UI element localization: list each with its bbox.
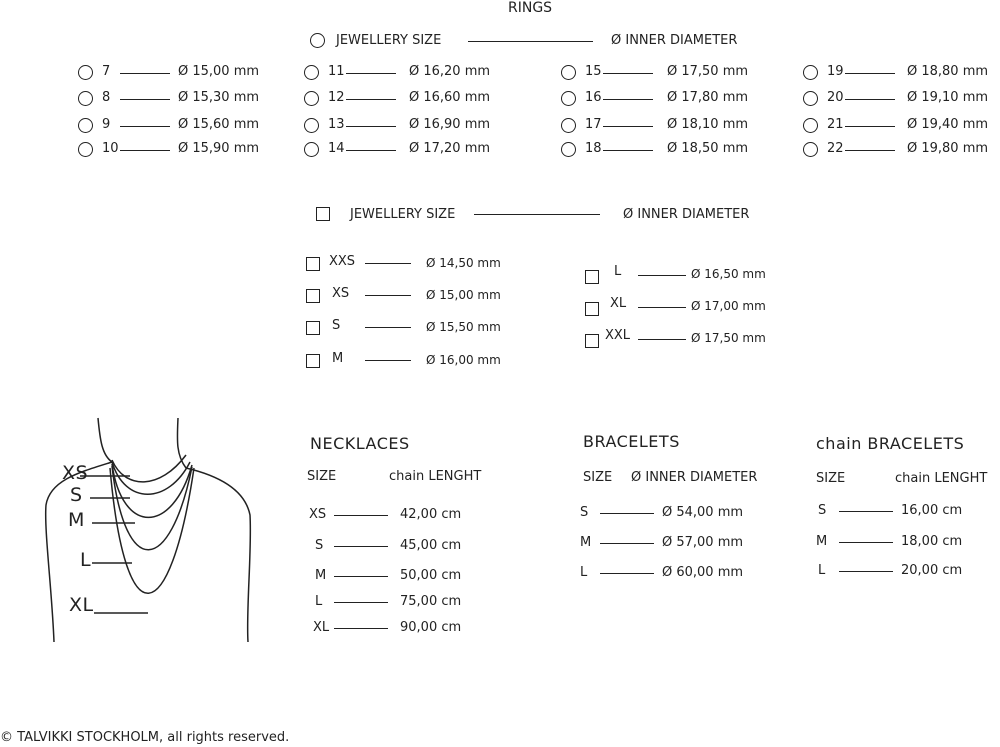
neck-left-line	[98, 418, 112, 462]
ring-size-radio[interactable]	[304, 142, 319, 157]
ring-size-radio[interactable]	[803, 118, 818, 133]
letter-header-diameter: Ø INNER DIAMETER	[623, 207, 750, 222]
bracelet-size-label: S	[580, 505, 589, 520]
necklace-length-value: 42,00 cm	[400, 507, 462, 522]
ring-size-label: 16	[585, 90, 602, 105]
ring-diameter-value: Ø 15,90 mm	[178, 141, 260, 156]
necklace-size-label: L	[315, 594, 323, 609]
ring-size-radio[interactable]	[78, 142, 93, 157]
letter-size-label: XS	[332, 286, 350, 301]
letter-row-line	[365, 263, 411, 264]
ring-row-line	[845, 99, 895, 100]
ring-size-label: 18	[585, 141, 602, 156]
header-divider-line	[468, 41, 593, 42]
ring-row-line	[603, 73, 653, 74]
bracelets-title: BRACELETS	[583, 432, 680, 451]
ring-row-line	[845, 150, 895, 151]
letter-diameter-value: Ø 16,00 mm	[426, 353, 501, 367]
rings-title: RINGS	[508, 0, 553, 16]
ring-row-line	[845, 126, 895, 127]
letter-size-label: XL	[610, 296, 627, 311]
ring-row-line	[603, 99, 653, 100]
necklace-s	[112, 462, 190, 494]
ring-size-label: 14	[328, 141, 345, 156]
bracelet-diameter-value: Ø 57,00 mm	[662, 535, 744, 550]
chain-bracelet-row-line	[839, 542, 893, 543]
necklace-length-value: 75,00 cm	[400, 594, 462, 609]
letter-diameter-value: Ø 17,00 mm	[691, 299, 766, 313]
chain-bracelet-length-value: 20,00 cm	[901, 563, 963, 578]
letter-header-divider	[474, 214, 600, 215]
ring-diameter-value: Ø 19,10 mm	[907, 90, 989, 105]
necklace-row-line	[334, 602, 388, 603]
necklace-xl	[110, 468, 194, 593]
bracelet-diameter-value: Ø 54,00 mm	[662, 505, 744, 520]
ring-size-radio[interactable]	[78, 118, 93, 133]
bracelet-row-line	[600, 543, 654, 544]
necklace-size-label: S	[315, 538, 324, 553]
letter-size-label: XXL	[605, 328, 631, 343]
bracelet-diameter-value: Ø 60,00 mm	[662, 565, 744, 580]
ring-size-radio[interactable]	[78, 65, 93, 80]
figure-label-xl: XL	[69, 594, 94, 616]
necklace-size-label: XL	[313, 620, 330, 635]
ring-size-label: 10	[102, 141, 119, 156]
ring-row-line	[346, 73, 396, 74]
bracelet-row-line	[600, 573, 654, 574]
necklace-row-line	[334, 628, 388, 629]
ring-row-line	[845, 73, 895, 74]
letter-row-line	[365, 327, 411, 328]
bracelets-col-size: SIZE	[583, 470, 613, 485]
chain-bracelet-length-value: 18,00 cm	[901, 534, 963, 549]
ring-size-label: 12	[328, 90, 345, 105]
letter-diameter-value: Ø 14,50 mm	[426, 256, 501, 270]
ring-size-radio[interactable]	[803, 91, 818, 106]
ring-header-size: JEWELLERY SIZE	[336, 33, 442, 48]
ring-size-radio[interactable]	[561, 65, 576, 80]
ring-diameter-value: Ø 17,50 mm	[667, 64, 749, 79]
bracelet-row-line	[600, 513, 654, 514]
chain-bracelets-col-size: SIZE	[816, 471, 846, 486]
necklaces-title: NECKLACES	[310, 434, 410, 453]
letter-diameter-value: Ø 15,50 mm	[426, 320, 501, 334]
necklace-xs	[112, 455, 186, 482]
ring-diameter-value: Ø 18,50 mm	[667, 141, 749, 156]
letter-diameter-value: Ø 17,50 mm	[691, 331, 766, 345]
letter-diameter-value: Ø 15,00 mm	[426, 288, 501, 302]
letter-row-line	[638, 307, 686, 308]
necklace-size-label: M	[315, 568, 327, 583]
chain-bracelet-row-line	[839, 511, 893, 512]
ring-size-radio[interactable]	[803, 65, 818, 80]
ring-diameter-value: Ø 17,20 mm	[409, 141, 491, 156]
ring-row-line	[346, 99, 396, 100]
chain-bracelet-size-label: S	[818, 503, 827, 518]
letter-diameter-value: Ø 16,50 mm	[691, 267, 766, 281]
letter-size-label: XXS	[329, 254, 356, 269]
ring-diameter-value: Ø 18,10 mm	[667, 117, 749, 132]
letter-row-line	[365, 360, 411, 361]
ring-diameter-value: Ø 17,80 mm	[667, 90, 749, 105]
ring-row-line	[120, 99, 170, 100]
letter-size-checkbox[interactable]	[585, 302, 599, 316]
letter-row-line	[365, 295, 411, 296]
ring-diameter-value: Ø 16,20 mm	[409, 64, 491, 79]
ring-size-label: 15	[585, 64, 602, 79]
chain-bracelet-size-label: L	[818, 563, 826, 578]
chain-bracelet-row-line	[839, 571, 893, 572]
ring-size-label: 19	[827, 64, 844, 79]
ring-row-line	[120, 73, 170, 74]
ring-row-line	[603, 126, 653, 127]
letter-size-label: S	[332, 318, 341, 333]
figure-label-xs: XS	[62, 462, 89, 484]
header-circle-icon	[310, 33, 325, 48]
ring-size-radio[interactable]	[304, 91, 319, 106]
necklace-row-line	[334, 546, 388, 547]
ring-row-line	[120, 126, 170, 127]
necklace-length-value: 90,00 cm	[400, 620, 462, 635]
ring-diameter-value: Ø 15,60 mm	[178, 117, 260, 132]
bracelets-col-diameter: Ø INNER DIAMETER	[631, 470, 758, 485]
ring-size-radio[interactable]	[561, 91, 576, 106]
letter-size-checkbox[interactable]	[306, 289, 320, 303]
ring-size-label: 8	[102, 90, 111, 105]
ring-size-label: 21	[827, 117, 844, 132]
ring-size-radio[interactable]	[561, 142, 576, 157]
right-shoulder-line	[186, 468, 250, 642]
ring-row-line	[346, 126, 396, 127]
chain-bracelets-title: chain BRACELETS	[816, 434, 965, 453]
ring-size-label: 13	[328, 117, 345, 132]
ring-size-label: 17	[585, 117, 602, 132]
letter-size-checkbox[interactable]	[585, 270, 599, 284]
ring-size-radio[interactable]	[78, 91, 93, 106]
necklace-length-value: 50,00 cm	[400, 568, 462, 583]
ring-size-radio[interactable]	[304, 118, 319, 133]
ring-size-label: 20	[827, 90, 844, 105]
letter-size-checkbox[interactable]	[306, 257, 320, 271]
figure-label-s: S	[70, 484, 83, 506]
ring-diameter-value: Ø 18,80 mm	[907, 64, 989, 79]
ring-diameter-value: Ø 19,40 mm	[907, 117, 989, 132]
necklaces-col-size: SIZE	[307, 469, 337, 484]
bracelet-size-label: L	[580, 565, 588, 580]
ring-header-diameter: Ø INNER DIAMETER	[611, 33, 738, 48]
letter-size-label: M	[332, 351, 344, 366]
ring-size-label: 7	[102, 64, 111, 79]
ring-diameter-value: Ø 16,90 mm	[409, 117, 491, 132]
ring-row-line	[603, 150, 653, 151]
necklace-length-value: 45,00 cm	[400, 538, 462, 553]
ring-size-label: 22	[827, 141, 844, 156]
ring-row-line	[120, 150, 170, 151]
necklace-size-label: XS	[309, 507, 327, 522]
letter-row-line	[638, 339, 686, 340]
ring-size-radio[interactable]	[561, 118, 576, 133]
letter-row-line	[638, 275, 686, 276]
ring-row-line	[346, 150, 396, 151]
figure-label-l: L	[80, 549, 92, 571]
bracelet-size-label: M	[580, 535, 592, 550]
chain-bracelets-col-length: chain LENGHT	[895, 471, 988, 486]
chain-bracelet-size-label: M	[816, 534, 828, 549]
necklaces-col-length: chain LENGHT	[389, 469, 482, 484]
letter-size-checkbox[interactable]	[585, 334, 599, 348]
ring-size-radio[interactable]	[304, 65, 319, 80]
ring-size-radio[interactable]	[803, 142, 818, 157]
ring-diameter-value: Ø 19,80 mm	[907, 141, 989, 156]
footer-copyright: © TALVIKKI STOCKHOLM, all rights reserved.	[0, 730, 290, 745]
ring-diameter-value: Ø 15,00 mm	[178, 64, 260, 79]
letter-size-label: L	[614, 264, 622, 279]
ring-size-label: 9	[102, 117, 111, 132]
header-checkbox-icon	[316, 207, 330, 221]
ring-diameter-value: Ø 15,30 mm	[178, 90, 260, 105]
letter-size-checkbox[interactable]	[306, 321, 320, 335]
figure-label-m: M	[68, 509, 85, 531]
ring-size-label: 11	[328, 64, 345, 79]
ring-diameter-value: Ø 16,60 mm	[409, 90, 491, 105]
chain-bracelet-length-value: 16,00 cm	[901, 503, 963, 518]
necklace-row-line	[334, 515, 388, 516]
letter-size-checkbox[interactable]	[306, 354, 320, 368]
necklace-row-line	[334, 576, 388, 577]
letter-header-size: JEWELLERY SIZE	[350, 207, 456, 222]
